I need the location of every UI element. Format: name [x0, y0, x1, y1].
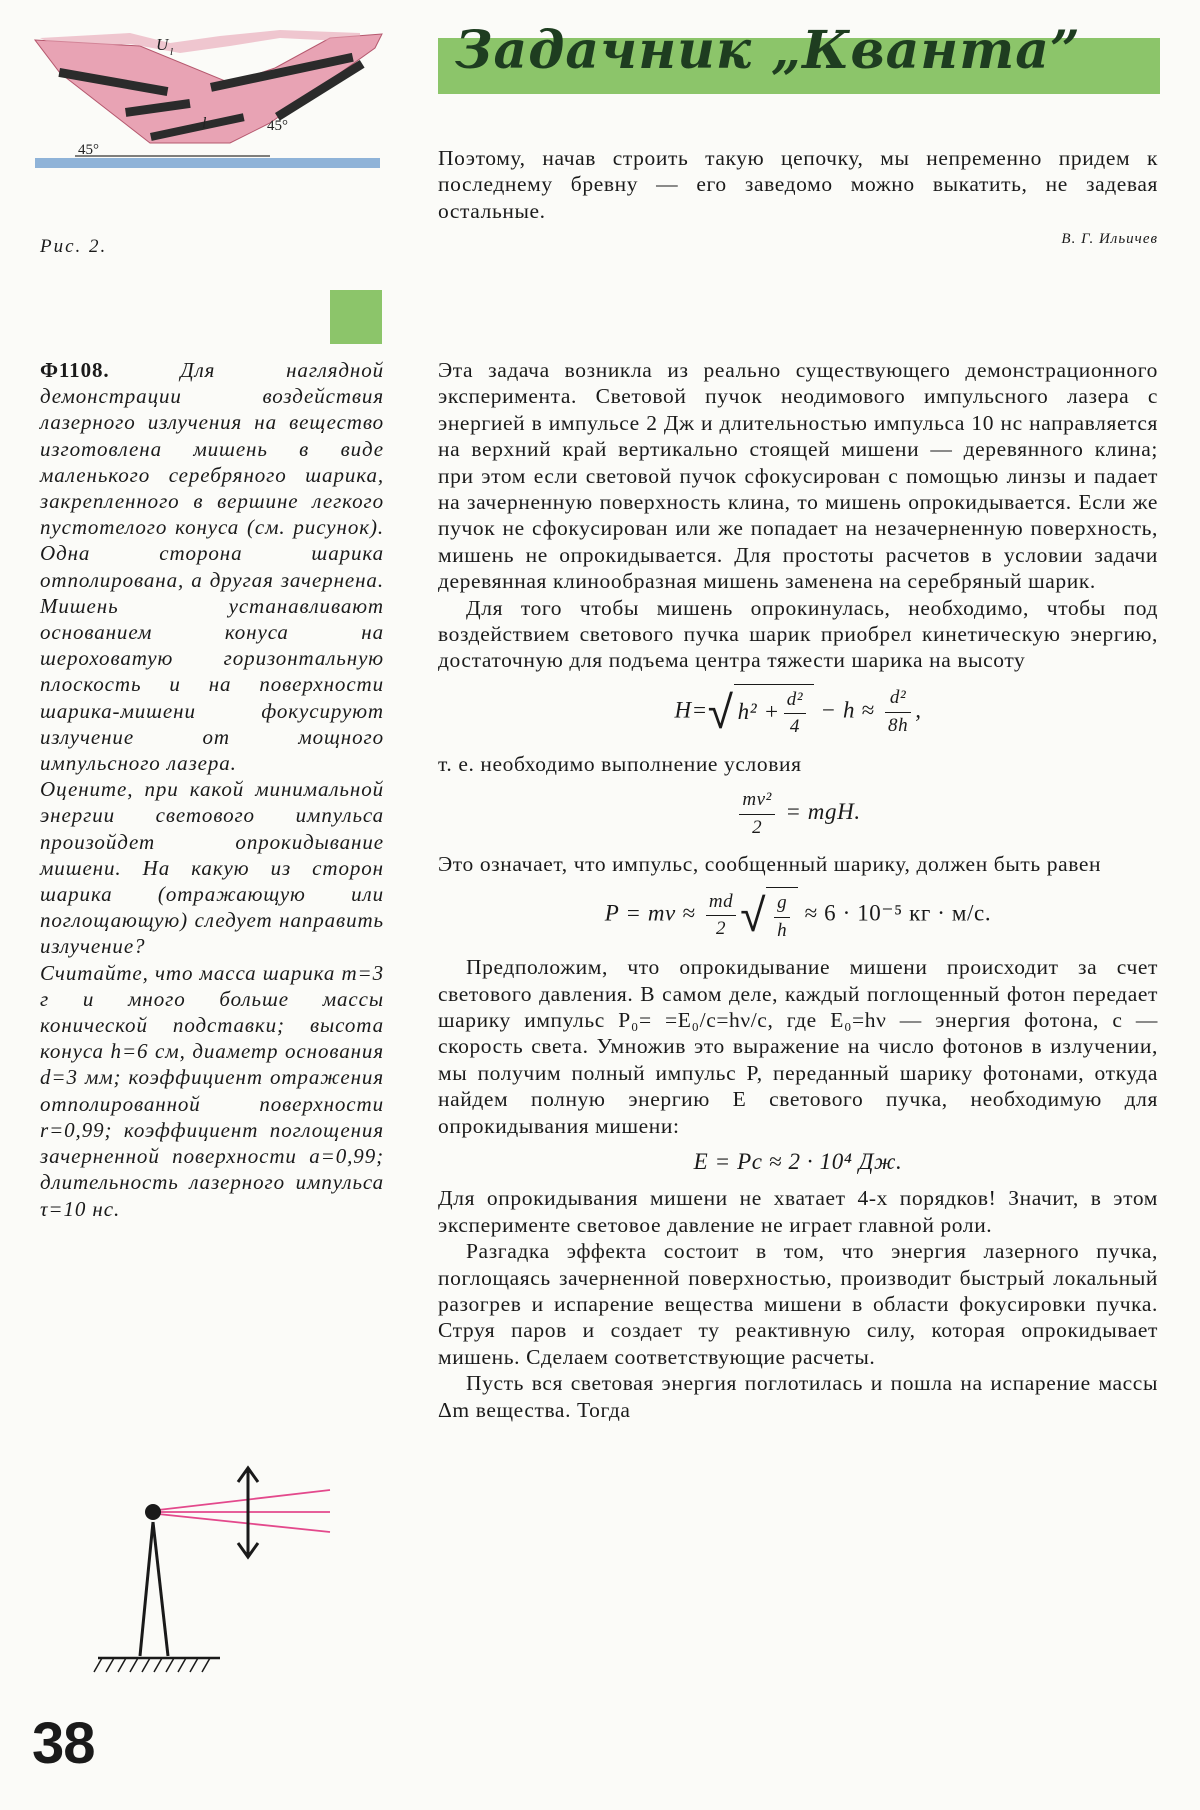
problem-id: Ф1108.: [40, 358, 110, 382]
solution-p4: Это означает, что импульс, сообщенный шарику, должен быть равен: [438, 851, 1102, 876]
solution-p6: Для опрокидывания мишени не хватает 4-х порядков! Значит, в этом эксперименте световое давление не играет главной роли.: [438, 1186, 1158, 1237]
solution-p3: т. е. необходимо выполнение условия: [438, 751, 802, 776]
problem-question: Оцените, при какой минимальной энергии светового импульса произойдет опрокидывание мишени. На какую из сторон шарика (отражающую или поглощающую) следует направить излучение?: [40, 777, 384, 959]
page-number: 38: [32, 1711, 95, 1776]
paragraph: Поэтому, начав строить такую цепочку, мы непременно придем к последнему бревну — его заведомо можно выкатить, не задевая остальные.: [438, 146, 1158, 223]
angle-left: 45°: [78, 142, 99, 158]
formula-energy: $\frac{\text{mv²}}{2}$ = mgH.: [438, 787, 1158, 841]
previous-solution-ending: [438, 145, 1158, 224]
ground-hatching: [94, 1658, 210, 1672]
green-marker: [330, 290, 382, 344]
solution-p8: Пусть вся световая энергия поглотилась и пошла на испарение массы Δm вещества. Тогда: [438, 1371, 1158, 1422]
problem-given: Считайте, что масса шарика m=3 г и много больше массы конической подставки; высота конуса h=6 см, диаметр основания d=3 мм; коэффициент отражения отполированной поверхности r=0,99; коэффициент поглощения зачерненной поверхности a=0,99; длительность лазерного импульса τ=10 нс.: [40, 960, 384, 1221]
solution-p7: Разгадка эффекта состоит в том, что энергия лазерного пучка, поглощаясь зачерненной поверхностью, производит быстрый локальный разогрев и испарение вещества мишени в области фокусировки пучка. Струя паров и создает ту реактивную силу, которая опрокидывает мишень. Сделаем соответствующие расчеты.: [438, 1239, 1158, 1369]
ground-strip: [35, 158, 380, 168]
formula-total-energy: E = Pc ≈ 2 · 10⁴ Дж.: [693, 1148, 903, 1174]
target-figure: [70, 1460, 350, 1690]
label-u: U: [156, 35, 169, 54]
silver-ball: [145, 1504, 161, 1520]
problem-text: Для наглядной демонстрации воздействия лазерного излучения на вещество изготовлена мишень в виде маленького серебряного шарика, закрепленного в вершине легкого пустотелого конуса (см. рисунок). Одна сторона шарика отполирована, а другая зачернена. Мишень устанавливают основанием конуса на шероховатую горизонтальную плоскость и на поверхности шарика-мишени фокусируют излучение от мощного импульсного лазера.: [40, 358, 384, 776]
angle-right: 45°: [267, 118, 288, 134]
solution: [438, 357, 1158, 1423]
label-l: l: [202, 115, 207, 132]
formula-momentum: P = mv ≈ $\frac{md}{2}$ √ $\frac{g}{h}$ ≈ 6 · 10⁻⁵ кг · м/с.: [604, 888, 992, 943]
problem-statement: [40, 357, 384, 1222]
cone-stand: [140, 1522, 168, 1656]
author: В. Г. Ильичев: [1061, 231, 1158, 247]
solution-p2: Для того чтобы мишень опрокинулась, необходимо, чтобы под воздействием светового пучка шарик приобрел кинетическую энергию, достаточную для подъема центра тяжести шарика на высоту: [438, 595, 1158, 673]
formula-height: H=√ h² + $\frac{\text{d²}}{4}$ − h ≈ $\frac{\text{d²}}{8h}$ ,: [674, 685, 922, 740]
section-title: Задачник „Кванта”: [455, 20, 1081, 81]
laser-beam: [158, 1490, 330, 1532]
label-u-sub: l: [170, 46, 174, 58]
figure-2-logs: [30, 28, 386, 188]
solution-p1: Эта задача возникла из реально существующего демонстрационного эксперимента. Световой пучок неодимового импульсного лазера с энергией в импульсе 2 Дж и длительностью импульса 10 нс направляется на верхний край вертикально стоящей мишени — деревянного клина; при этом если световой пучок сфокусирован с помощью линзы и падает на зачерненную поверхность клина, то мишень опрокидывается. Если же пучок не сфокусирован или же попадает на незачерненную поверхность, мишень не опрокидывается. Для простоты расчетов в условии задачи деревянная клинообразная мишень заменена на серебряный шарик.: [438, 358, 1158, 594]
figure-caption: Рис. 2.: [40, 236, 108, 257]
solution-p5: Предположим, что опрокидывание мишени происходит за счет светового давления. В самом деле, каждый поглощенный фотон передает шарику импульс P₀= =E₀/c=hν/c, где E₀=hν — энергия фотона, c — скорость света. Умножив это выражение на число фотонов в излучении, мы получим полный импульс P, переданный шарику фотонами, откуда найдем полную энергию E светового пучка, необходимую для опрокидывания мишени:: [438, 955, 1158, 1138]
